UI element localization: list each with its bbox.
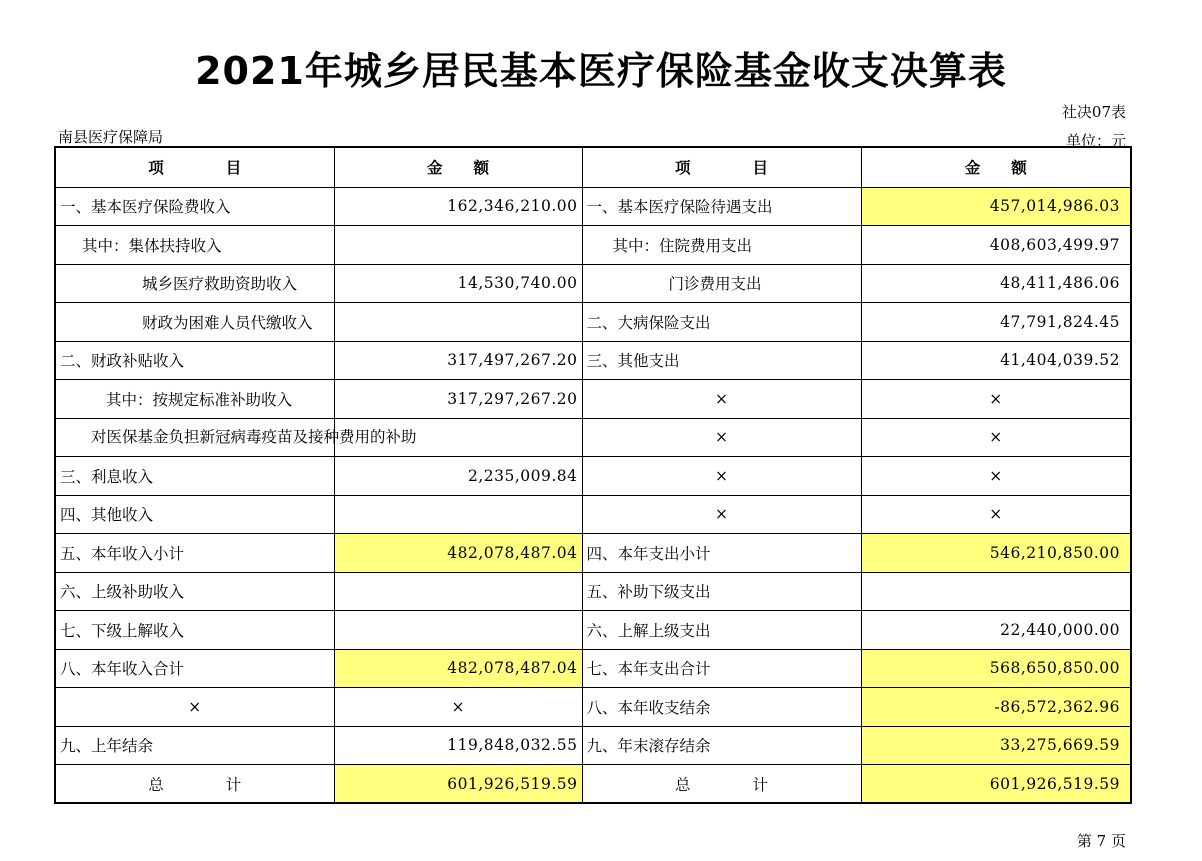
header-amount-left: 金 额: [334, 147, 582, 187]
row-left-amount: 317,297,267.20: [334, 380, 582, 419]
row-right-item: 六、上解上级支出: [582, 611, 861, 650]
row-right-item: 二、大病保险支出: [582, 303, 861, 342]
table-row: [55, 688, 1131, 727]
row-right-item: 其中：住院费用支出: [582, 226, 861, 265]
budget-table: [54, 146, 1132, 804]
row-left-item: 对医保基金负担新冠病毒疫苗及接种费用的补助: [55, 418, 334, 457]
header-amount-right: 金 额: [861, 147, 1131, 187]
unit-label: 单位：元: [1065, 132, 1126, 150]
row-left-amount: [334, 226, 582, 265]
row-right-amount: ×: [861, 418, 1131, 457]
row-right-amount: 33,275,669.59: [861, 726, 1131, 765]
row-right-amount: 457,014,986.03: [861, 187, 1131, 226]
row-left-item: 城乡医疗救助资助收入: [55, 264, 334, 303]
header-item-left: 项 目: [55, 147, 334, 187]
row-left-amount: 482,078,487.04: [334, 534, 582, 573]
row-left-amount: [334, 495, 582, 534]
row-right-item: ×: [582, 380, 861, 419]
row-left-amount: [334, 572, 582, 611]
row-left-item: 财政为困难人员代缴收入: [55, 303, 334, 342]
row-right-item: 总 计: [582, 765, 861, 804]
row-left-amount: [334, 611, 582, 650]
row-right-amount: 47,791,824.45: [861, 303, 1131, 342]
row-right-item: ×: [582, 457, 861, 496]
row-left-item: 一、基本医疗保险费收入: [55, 187, 334, 226]
row-right-amount: 546,210,850.00: [861, 534, 1131, 573]
row-left-item: ×: [55, 688, 334, 727]
row-right-item: ×: [582, 495, 861, 534]
row-left-amount: 601,926,519.59: [334, 765, 582, 804]
row-right-item: 四、本年支出小计: [582, 534, 861, 573]
row-left-item: 六、上级补助收入: [55, 572, 334, 611]
row-left-amount: 14,530,740.00: [334, 264, 582, 303]
row-left-amount: 162,346,210.00: [334, 187, 582, 226]
row-right-amount: 568,650,850.00: [861, 649, 1131, 688]
row-right-amount: ×: [861, 457, 1131, 496]
table-row: [55, 726, 1131, 765]
row-right-item: ×: [582, 418, 861, 457]
row-left-amount: 2,235,009.84: [334, 457, 582, 496]
row-left-item: 二、财政补贴收入: [55, 341, 334, 380]
table-row: [55, 765, 1131, 804]
row-left-item: 其中：集体扶持收入: [55, 226, 334, 265]
row-left-item: 九、上年结余: [55, 726, 334, 765]
row-right-amount: ×: [861, 495, 1131, 534]
row-right-item: 一、基本医疗保险待遇支出: [582, 187, 861, 226]
row-right-item: 九、年末滚存结余: [582, 726, 861, 765]
row-left-item: 三、利息收入: [55, 457, 334, 496]
table-row: [55, 264, 1131, 303]
table-row: [55, 534, 1131, 573]
row-left-amount: ×: [334, 688, 582, 727]
row-left-item: 七、下级上解收入: [55, 611, 334, 650]
table-row: [55, 572, 1131, 611]
row-right-item: 五、补助下级支出: [582, 572, 861, 611]
row-right-item: 三、其他支出: [582, 341, 861, 380]
row-left-item: 八、本年收入合计: [55, 649, 334, 688]
table-row: [55, 380, 1131, 419]
row-right-amount: [861, 572, 1131, 611]
row-left-amount: 482,078,487.04: [334, 649, 582, 688]
page-number: 第 7 页: [1076, 832, 1126, 850]
row-right-amount: 22,440,000.00: [861, 611, 1131, 650]
row-right-item: 七、本年支出合计: [582, 649, 861, 688]
row-right-amount: 41,404,039.52: [861, 341, 1131, 380]
table-row: [55, 187, 1131, 226]
row-right-amount: -86,572,362.96: [861, 688, 1131, 727]
row-left-item: 四、其他收入: [55, 495, 334, 534]
organization-name: 南县医疗保障局: [58, 128, 164, 146]
row-left-amount: [334, 303, 582, 342]
row-left-amount: 119,848,032.55: [334, 726, 582, 765]
table-row: [55, 495, 1131, 534]
row-right-item: 门诊费用支出: [582, 264, 861, 303]
table-row: [55, 303, 1131, 342]
table-row: [55, 611, 1131, 650]
table-row: [55, 341, 1131, 380]
table-row: [55, 226, 1131, 265]
row-left-item: 其中：按规定标准补助收入: [55, 380, 334, 419]
row-left-amount: 317,497,267.20: [334, 341, 582, 380]
table-header-row: [55, 147, 1131, 187]
row-left-item: 五、本年收入小计: [55, 534, 334, 573]
form-code: 社决07表: [1061, 103, 1126, 121]
header-item-right: 项 目: [582, 147, 861, 187]
report-title: 2021年城乡居民基本医疗保险基金收支决算表: [195, 49, 1007, 93]
row-right-amount: ×: [861, 380, 1131, 419]
row-right-amount: 408,603,499.97: [861, 226, 1131, 265]
row-right-amount: 601,926,519.59: [861, 765, 1131, 804]
row-left-item: 总 计: [55, 765, 334, 804]
table-row: [55, 418, 1131, 457]
row-right-amount: 48,411,486.06: [861, 264, 1131, 303]
table-row: [55, 649, 1131, 688]
table-row: [55, 457, 1131, 496]
row-right-item: 八、本年收支结余: [582, 688, 861, 727]
